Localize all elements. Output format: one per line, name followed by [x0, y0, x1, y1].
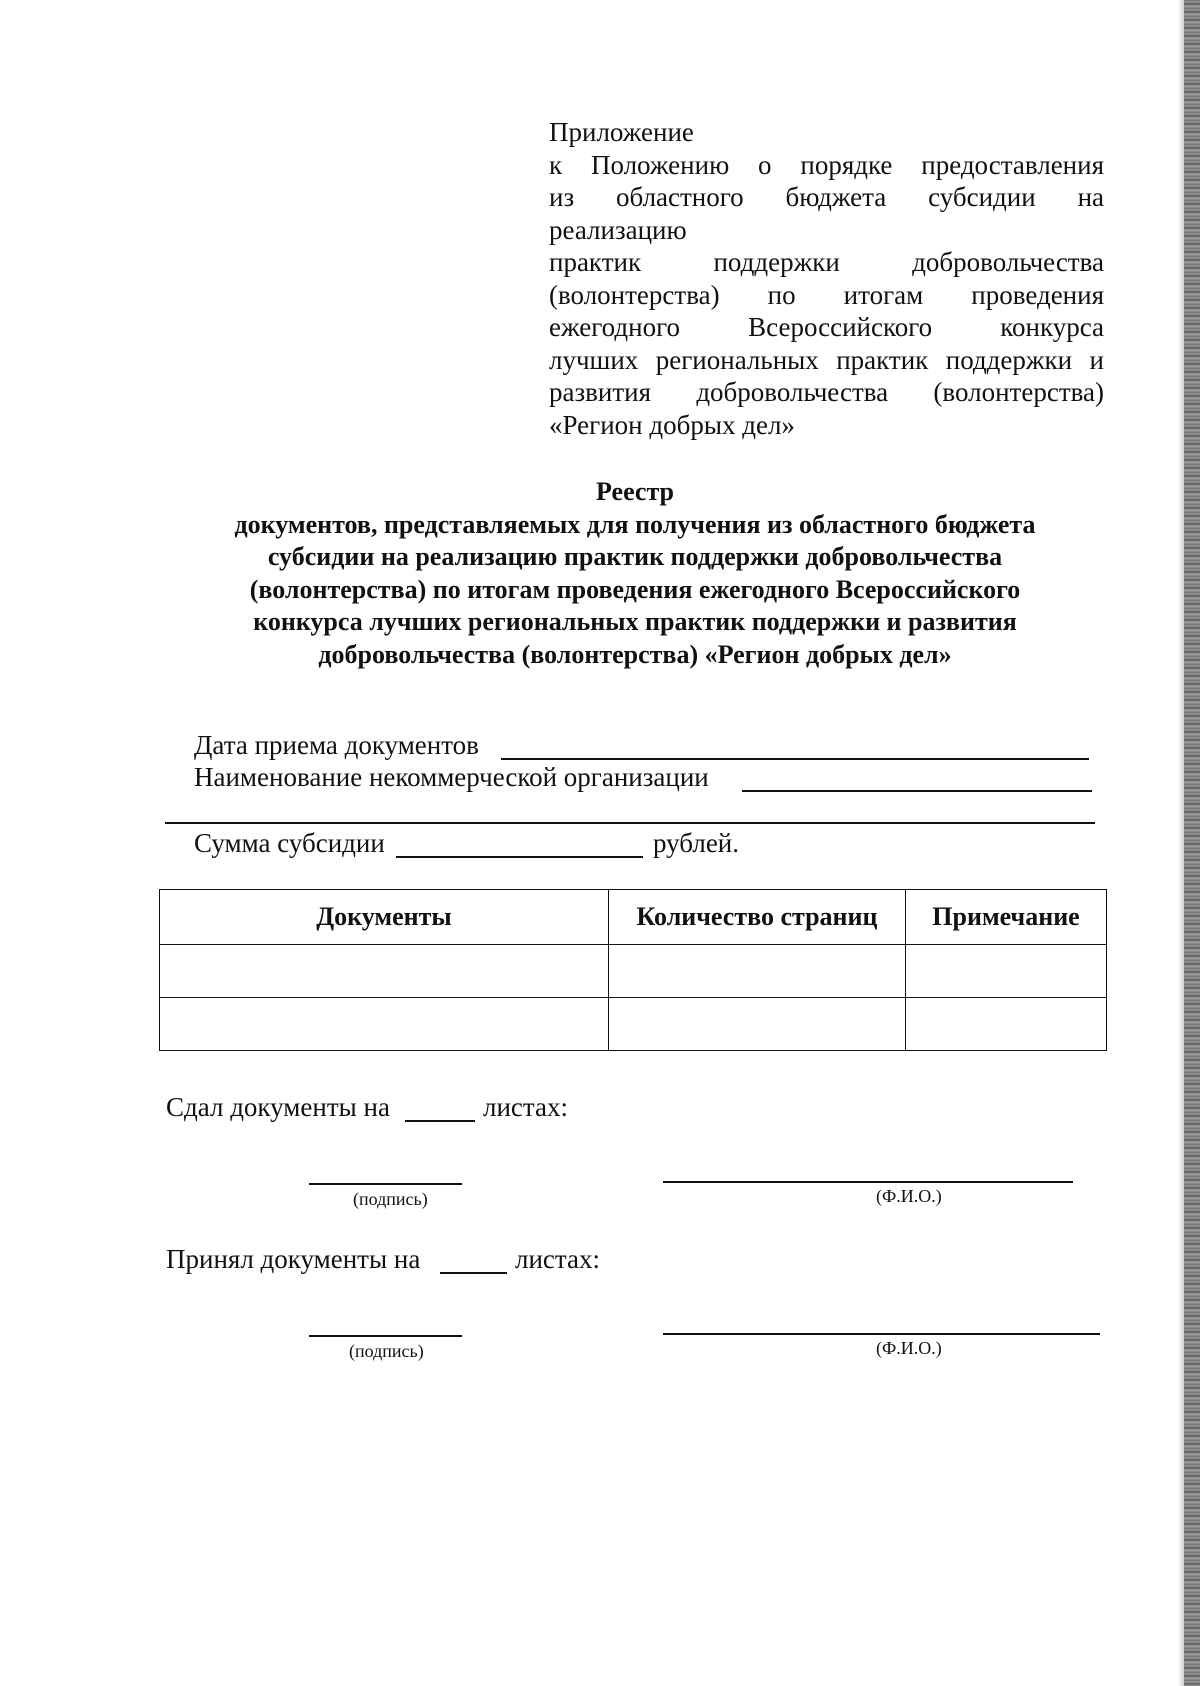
documents-table [159, 889, 1107, 1051]
sum-field-line[interactable] [396, 856, 643, 858]
accepted-signature-line[interactable] [309, 1335, 462, 1337]
column-header-note: Примечание [906, 890, 1107, 945]
sum-label: Сумма субсидии [194, 828, 385, 858]
accepted-signature-caption: (подпись) [349, 1341, 424, 1361]
sum-unit: рублей. [653, 828, 740, 858]
accepted-name-caption: (Ф.И.О.) [876, 1338, 942, 1358]
appendix-line: лучших региональных практик поддержки и [549, 344, 1104, 375]
table-cell-documents[interactable] [160, 998, 609, 1051]
appendix-title: Приложение [549, 117, 694, 147]
scanned-page-edge [1184, 0, 1200, 1686]
appendix-block [549, 116, 1104, 441]
table-row [160, 998, 1107, 1051]
register-subtitle-line: добровольчества (волонтерства) «Регион добрых дел» [318, 639, 952, 669]
date-field-line[interactable] [501, 758, 1089, 760]
date-label: Дата приема документов [194, 730, 479, 760]
register-subtitle-line: субсидии на реализацию практик поддержки добровольчества [267, 542, 1003, 571]
accepted-suffix: листах: [515, 1244, 601, 1274]
table-header-row [160, 890, 1107, 945]
appendix-line: практик поддержки добровольчества [549, 247, 1104, 277]
table-row [160, 945, 1107, 998]
appendix-line: развития добровольчества (волонтерства) [549, 377, 1104, 407]
column-header-documents: Документы [160, 890, 609, 945]
table-cell-documents[interactable] [160, 945, 609, 998]
register-subtitle-line: (волонтерства) по итогам проведения ежегодного Всероссийского [249, 574, 1021, 604]
submitted-sheets-line[interactable] [405, 1120, 475, 1122]
org-field-line[interactable] [742, 790, 1092, 792]
submitted-signature-line[interactable] [309, 1183, 462, 1185]
appendix-line: из областного бюджета субсидии на реализацию [549, 182, 1104, 245]
accepted-name-line[interactable] [663, 1333, 1100, 1335]
table-cell-note[interactable] [906, 998, 1107, 1051]
org-label: Наименование некоммерческой организации [194, 762, 709, 792]
submitted-name-caption: (Ф.И.О.) [876, 1186, 942, 1206]
org-field-line-continued[interactable] [165, 822, 1095, 824]
table-cell-page-count[interactable] [609, 945, 906, 998]
submitted-suffix: листах: [483, 1092, 569, 1122]
appendix-last-line: «Регион добрых дел» [549, 409, 795, 440]
submitted-name-line[interactable] [663, 1181, 1073, 1183]
register-subtitle-line: документов, представляемых для получения из областного бюджета [234, 509, 1036, 539]
table-cell-page-count[interactable] [609, 998, 906, 1051]
appendix-line: ежегодного Всероссийского конкурса [549, 312, 1104, 342]
accepted-prefix: Принял документы на [166, 1244, 421, 1274]
submitted-prefix: Сдал документы на [166, 1092, 390, 1122]
table-cell-note[interactable] [906, 945, 1107, 998]
register-subtitle-line: конкурса лучших региональных практик поддержки и развития [253, 607, 1017, 636]
register-title: Реестр [595, 477, 675, 506]
submitted-signature-caption: (подпись) [353, 1189, 428, 1209]
accepted-sheets-line[interactable] [440, 1272, 507, 1274]
column-header-page-count: Количество страниц [609, 890, 906, 945]
register-heading [150, 476, 1120, 671]
appendix-line: к Положению о порядке предоставления [549, 149, 1104, 180]
appendix-line: (волонтерства) по итогам проведения [549, 279, 1104, 310]
